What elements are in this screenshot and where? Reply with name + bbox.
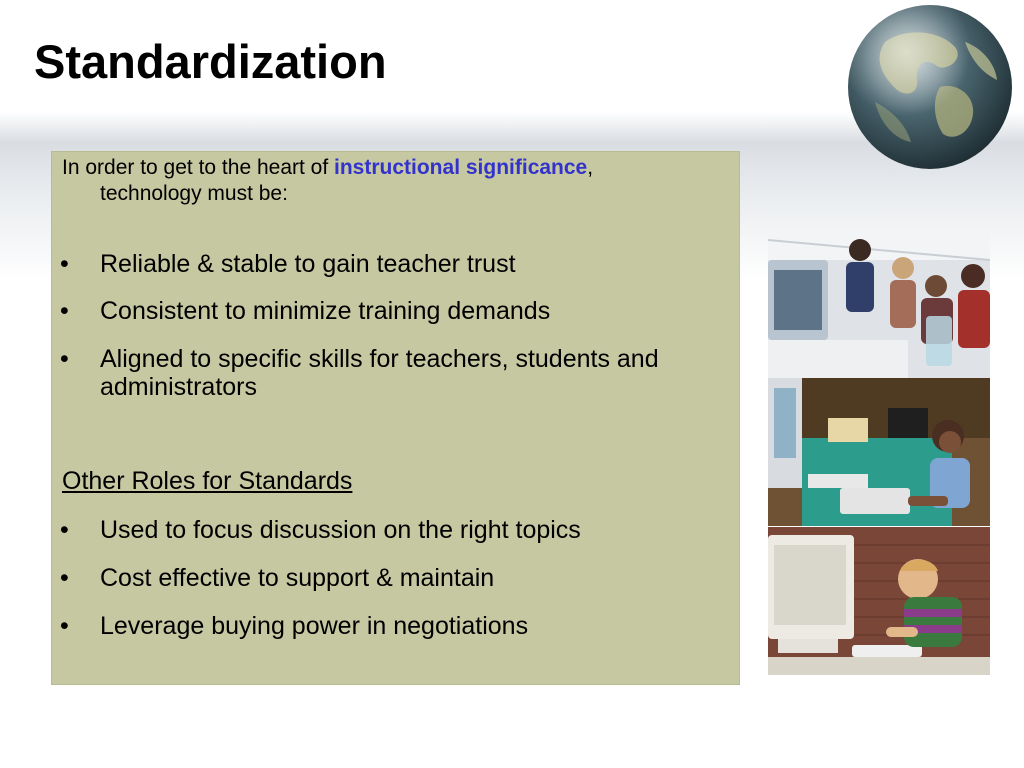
- bullet-marker: •: [60, 250, 69, 278]
- bullet-item: [60, 564, 710, 592]
- bullet-text: Used to focus discussion on the right topics: [100, 516, 581, 544]
- bullet-text: Cost effective to support & maintain: [100, 564, 495, 592]
- intro-highlight: instructional significance: [334, 156, 588, 179]
- bullet-marker: •: [60, 564, 69, 592]
- slide-title: Standardization: [34, 35, 387, 88]
- bullet-marker: •: [60, 345, 69, 373]
- globe-image: [845, 2, 1015, 172]
- bullet-item: [60, 345, 700, 401]
- toddler-at-computer-photo: [768, 527, 990, 675]
- bullet-item: [60, 612, 710, 640]
- intro-continuation: technology must be:: [100, 182, 288, 205]
- bullet-text: Aligned to specific skills for teachers, students and administrators: [100, 345, 659, 401]
- bullet-marker: •: [60, 612, 69, 640]
- bullet-text: Reliable & stable to gain teacher trust: [100, 250, 516, 278]
- bullet-text: Leverage buying power in negotiations: [100, 612, 529, 640]
- group-at-computer-photo: [768, 230, 990, 378]
- bullet-item: [60, 297, 710, 325]
- bullet-marker: •: [60, 516, 69, 544]
- intro-text-before: In order to get to the heart of: [62, 156, 335, 179]
- child-at-computer-photo: [768, 378, 990, 526]
- bullet-item: [60, 250, 710, 278]
- bullet-marker: •: [60, 297, 69, 325]
- content-panel: [51, 151, 740, 685]
- bullet-item: [60, 516, 710, 544]
- subheading-other-roles: Other Roles for Standards: [62, 467, 353, 495]
- intro-paragraph: [62, 155, 722, 207]
- intro-text-after: ,: [587, 156, 594, 179]
- bullet-text: Consistent to minimize training demands: [100, 297, 551, 325]
